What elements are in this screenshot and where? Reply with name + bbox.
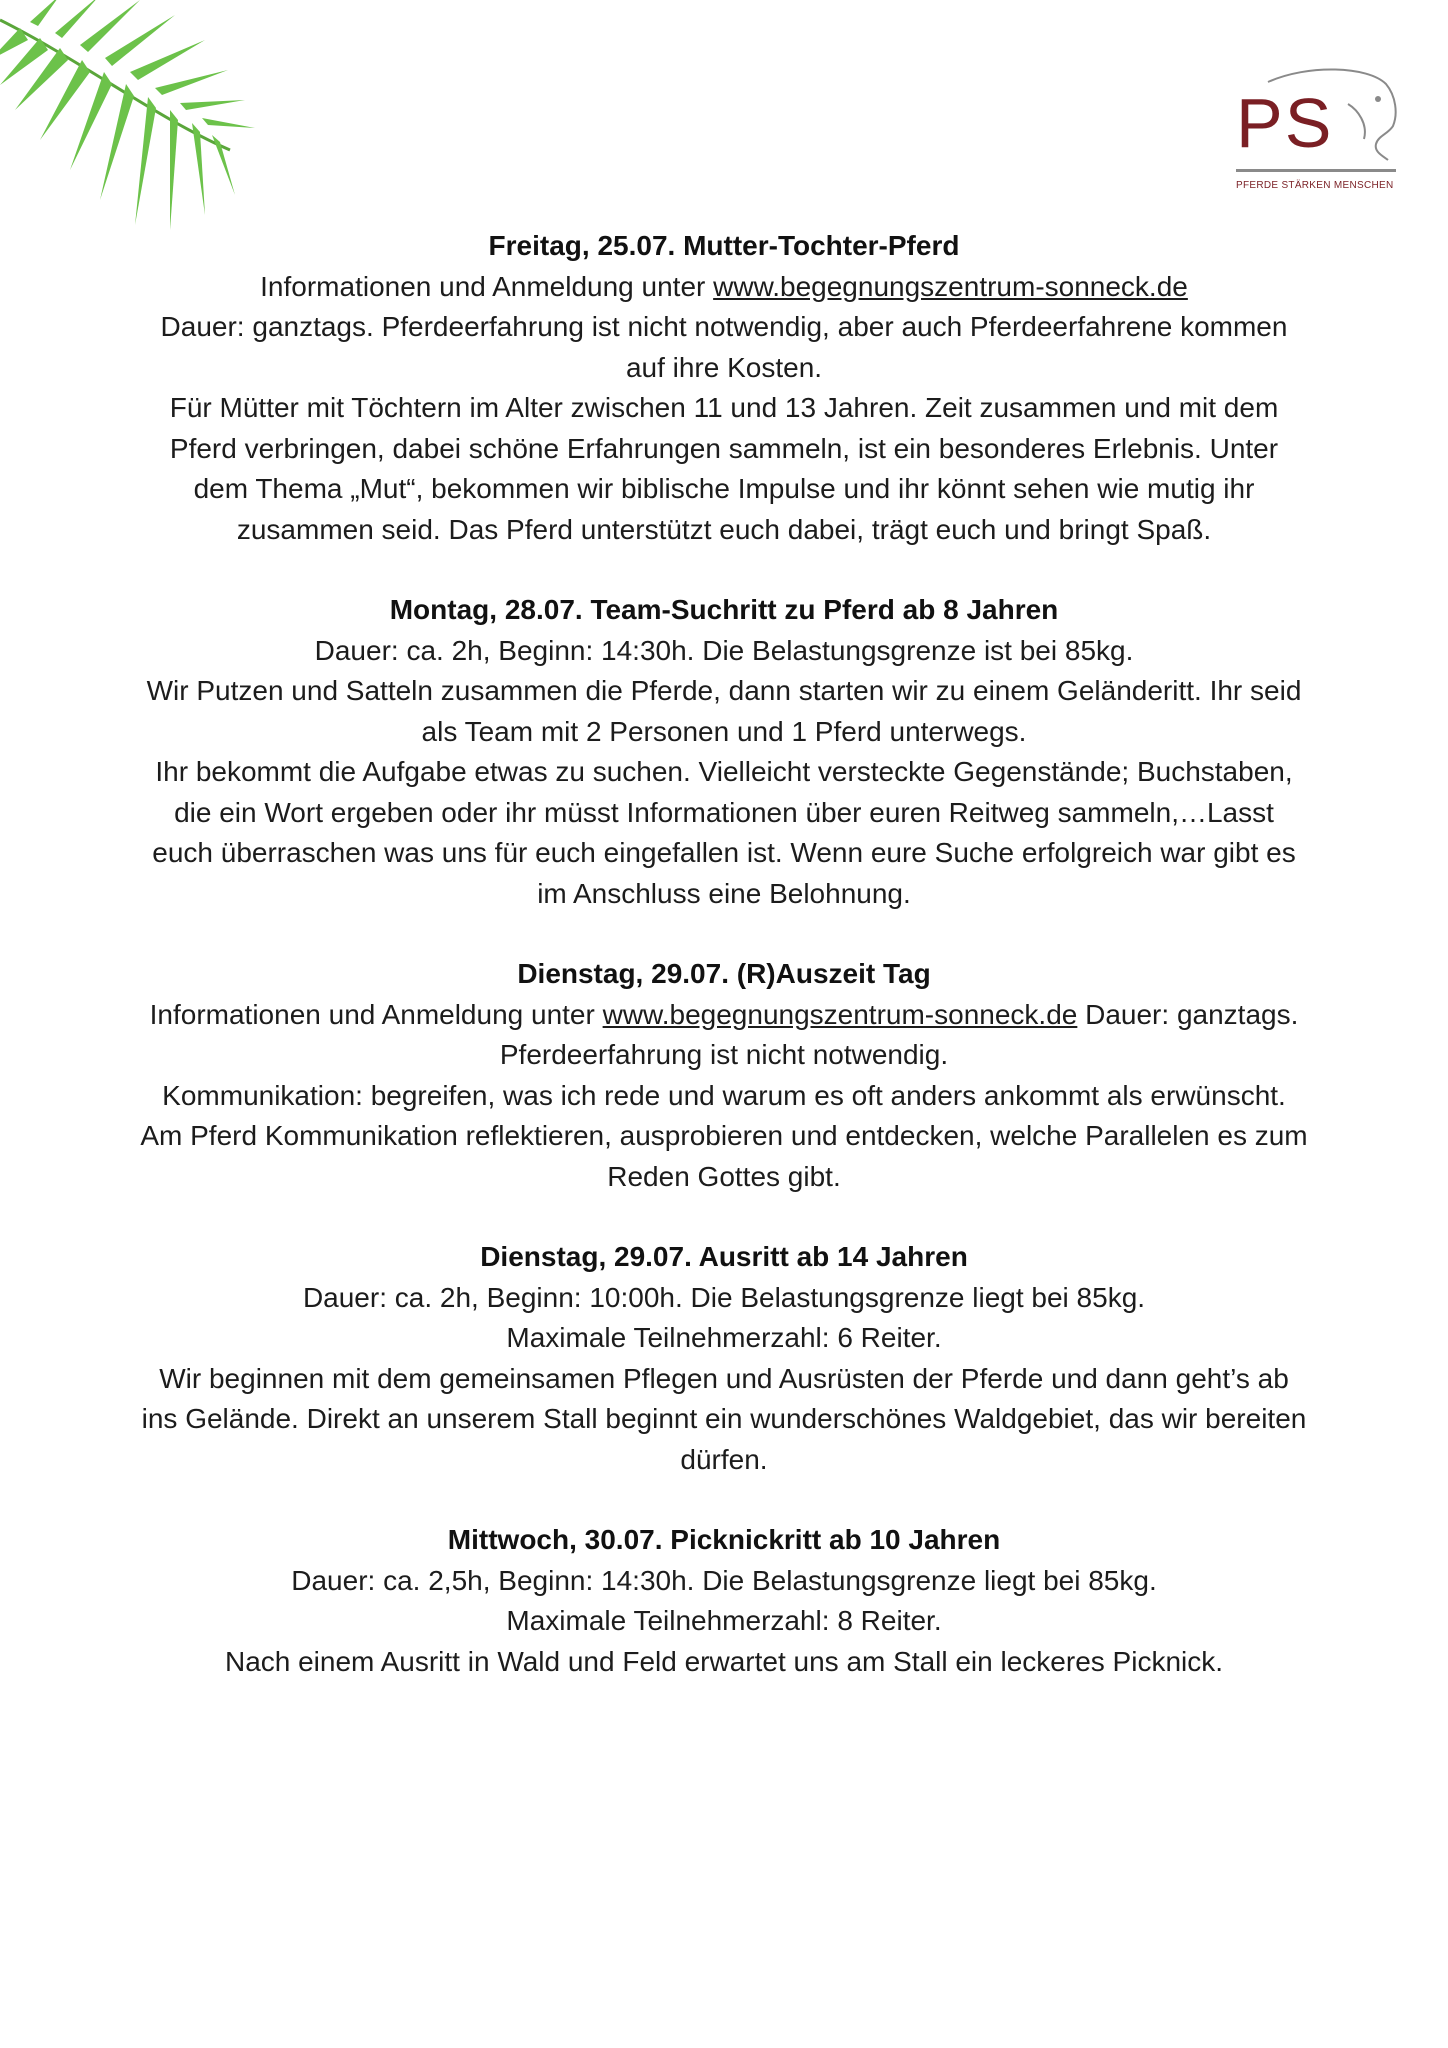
website-link[interactable]: www.begegnungszentrum-sonneck.de (602, 998, 1078, 1030)
event-heading: Dienstag, 29.07. Ausritt ab 14 Jahren (480, 1241, 968, 1272)
event-list (140, 226, 1308, 1722)
event-section (140, 590, 1308, 914)
event-paragraph: Dauer: ca. 2h, Beginn: 10:00h. Die Belastungsgrenze liegt bei 85kg. (302, 1281, 1146, 1313)
logo-letters: PS (1236, 84, 1334, 162)
event-paragraph: Wir Putzen und Satteln zusammen die Pferde, dann starten wir zu einem Geländeritt. Ihr seid als Team mit 2 Personen und 1 Pferd unterwegs. (146, 675, 1302, 747)
event-heading: Montag, 28.07. Team-Suchritt zu Pferd ab 8 Jahren (389, 594, 1059, 625)
event-paragraph: Dauer: ca. 2h, Beginn: 14:30h. Die Belastungsgrenze ist bei 85kg. (314, 634, 1134, 666)
palm-leaf-icon (0, 0, 260, 240)
event-paragraph: Ihr bekommt die Aufgabe etwas zu suchen. Vielleicht versteckte Gegenstände; Buchstaben, die ein Wort ergeben oder ihr müsst Informationen über euren Reitweg sammeln,…Lasst euch überraschen was uns für euch eingefallen ist. Wenn eure Suche erfolgreich war gibt es im Anschluss eine Belohnung. (152, 756, 1296, 909)
event-paragraph: Wir beginnen mit dem gemeinsamen Pflegen und Ausrüsten der Pferde und dann geht’s ab ins Gelände. Direkt an unserem Stall beginnt ein wunderschönes Waldgebiet, das wir bereiten dürfen. (141, 1362, 1307, 1475)
event-heading: Dienstag, 29.07. (R)Auszeit Tag (517, 958, 931, 989)
event-paragraph: Maximale Teilnehmerzahl: 8 Reiter. (506, 1605, 942, 1636)
event-info (140, 267, 1308, 308)
event-paragraph: Dauer: ganztags. Pferdeerfahrung ist nicht notwendig, aber auch Pferdeerfahrene kommen auf ihre Kosten. (160, 311, 1288, 383)
event-heading: Mittwoch, 30.07. Picknickritt ab 10 Jahren (447, 1524, 1001, 1555)
event-paragraph: Maximale Teilnehmerzahl: 6 Reiter. (506, 1322, 942, 1353)
info-prefix: Informationen und Anmeldung unter (149, 998, 603, 1030)
event-paragraph: Für Mütter mit Töchtern im Alter zwischen 11 und 13 Jahren. Zeit zusammen und mit dem Pferd verbringen, dabei schöne Erfahrungen sammeln, ist ein besonderes Erlebnis. Unter dem Thema „Mut“, bekommen wir biblische Impulse und ihr könnt sehen wie mutig ihr zusammen seid. Das Pferd unterstützt euch dabei, trägt euch und bringt Spaß. (169, 392, 1279, 545)
event-section (140, 1520, 1308, 1682)
logo-tagline: PFERDE STÄRKEN MENSCHEN (1236, 180, 1394, 191)
info-prefix: Informationen und Anmeldung unter (260, 270, 714, 302)
event-section (140, 1237, 1308, 1480)
event-paragraph: Nach einem Ausritt in Wald und Feld erwartet uns am Stall ein leckeres Picknick. (224, 1645, 1224, 1677)
logo-divider (1236, 169, 1396, 172)
event-paragraph: Dauer: ca. 2,5h, Beginn: 14:30h. Die Belastungsgrenze liegt bei 85kg. (291, 1564, 1157, 1596)
event-section (140, 226, 1308, 550)
event-info (140, 995, 1308, 1076)
event-paragraph: Kommunikation: begreifen, was ich rede und warum es oft anders ankommt als erwünscht. Am Pferd Kommunikation reflektieren, ausprobieren und entdecken, welche Parallelen es zum Reden Gottes gibt. (140, 1079, 1308, 1192)
event-heading: Freitag, 25.07. Mutter-Tochter-Pferd (488, 230, 960, 261)
website-link[interactable]: www.begegnungszentrum-sonneck.de (713, 270, 1188, 302)
brand-logo (1228, 64, 1398, 199)
info-suffix: Dauer: ganztags. Pferdeerfahrung ist nicht notwendig. (499, 998, 1299, 1070)
event-section (140, 954, 1308, 1197)
